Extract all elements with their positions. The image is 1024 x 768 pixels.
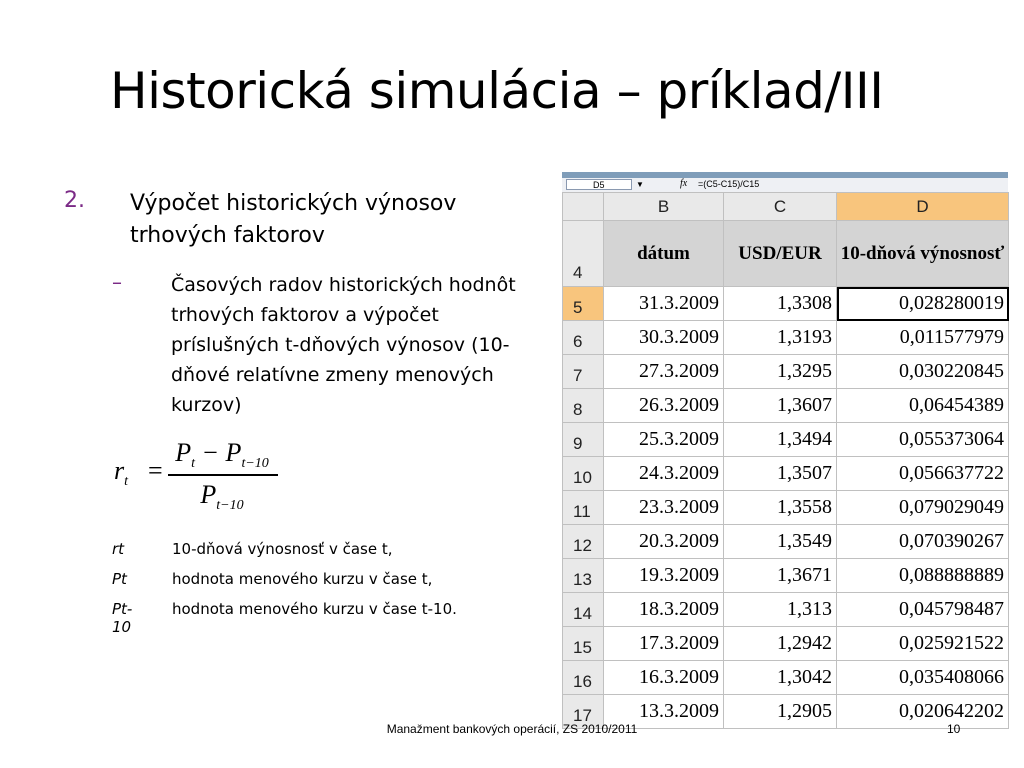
row-header[interactable]: 17 [563,695,604,729]
fx-icon[interactable]: fx [680,178,688,189]
return-cell[interactable]: 0,030220845 [837,355,1009,389]
formula-text[interactable]: =(C5-C15)/C15 [698,179,760,189]
name-box[interactable]: D5 [566,179,632,190]
rate-cell[interactable]: 1,3295 [724,355,837,389]
return-cell[interactable]: 0,011577979 [837,321,1009,355]
rate-cell[interactable]: 1,3308 [724,287,837,321]
header-cell-date[interactable]: dátum [604,221,724,287]
column-header-selected[interactable]: D [837,193,1009,221]
fraction-bar [168,474,278,476]
formula-denominator: $P_{t-10}$ [200,480,244,514]
row-header[interactable]: 12 [563,525,604,559]
header-cell-rate[interactable]: USD/EUR [724,221,837,287]
date-cell[interactable]: 24.3.2009 [604,457,724,491]
date-cell[interactable]: 26.3.2009 [604,389,724,423]
column-header[interactable]: C [724,193,837,221]
table-row [563,559,1009,593]
return-cell[interactable]: 0,070390267 [837,525,1009,559]
column-header-row [563,193,1009,221]
table-row [563,287,1009,321]
formula-equals: = [148,456,163,485]
table-row [563,627,1009,661]
corner-cell[interactable] [563,193,604,221]
return-cell[interactable]: 0,056637722 [837,457,1009,491]
return-cell[interactable]: 0,06454389 [837,389,1009,423]
rate-cell[interactable]: 1,313 [724,593,837,627]
bullet-number: 2. [64,188,85,213]
table-row [563,423,1009,457]
rate-cell[interactable]: 1,3549 [724,525,837,559]
footer-text: Manažment bankových operácií, ZS 2010/2011 [386,722,638,736]
definition-symbol: Pt-10 [112,600,133,636]
row-header[interactable]: 14 [563,593,604,627]
rate-cell[interactable]: 1,3494 [724,423,837,457]
formula-bar [562,178,1008,193]
table-row [563,321,1009,355]
date-cell[interactable]: 20.3.2009 [604,525,724,559]
header-cell-return[interactable]: 10-dňová výnosnosť [837,221,1009,287]
formula-numerator: $P_t - P_{t-10}$ [175,438,269,472]
rate-cell[interactable]: 1,3558 [724,491,837,525]
return-cell[interactable]: 0,079029049 [837,491,1009,525]
definition-text: 10-dňová výnosnosť v čase t, [172,540,393,558]
rate-cell[interactable]: 1,2905 [724,695,837,729]
definition-symbol: rt [112,540,125,558]
date-cell[interactable]: 13.3.2009 [604,695,724,729]
row-header[interactable]: 4 [563,221,604,287]
date-cell[interactable]: 23.3.2009 [604,491,724,525]
row-header[interactable]: 9 [563,423,604,457]
row-header[interactable]: 5 [563,287,604,321]
date-cell[interactable]: 17.3.2009 [604,627,724,661]
date-cell[interactable]: 25.3.2009 [604,423,724,457]
rate-cell[interactable]: 1,2942 [724,627,837,661]
row-header[interactable]: 6 [563,321,604,355]
rate-cell[interactable]: 1,3193 [724,321,837,355]
page-number: 10 [947,722,961,736]
date-cell[interactable]: 31.3.2009 [604,287,724,321]
column-header[interactable]: B [604,193,724,221]
return-cell[interactable]: 0,045798487 [837,593,1009,627]
table-row [563,389,1009,423]
label-row [563,221,1009,287]
row-header[interactable]: 7 [563,355,604,389]
table-row [563,525,1009,559]
table-row [563,661,1009,695]
return-formula [112,438,282,522]
definition-text: hodnota menového kurzu v čase t, [172,570,433,588]
sub-bullet-dash: – [112,270,122,294]
definition-symbol: Pt [112,570,127,588]
return-cell[interactable]: 0,020642202 [837,695,1009,729]
spreadsheet-grid [562,192,1009,729]
rate-cell[interactable]: 1,3607 [724,389,837,423]
sub-bullet-text: Časových radov historických hodnôt trhových faktorov a výpočet príslušných t-dňových výnosov (10-dňové relatívne zmeny menových kurzov) [171,274,516,416]
formula-lhs: $r_t$ [114,456,129,490]
date-cell[interactable]: 16.3.2009 [604,661,724,695]
return-cell[interactable]: 0,055373064 [837,423,1009,457]
return-cell[interactable]: 0,025921522 [837,627,1009,661]
rate-cell[interactable]: 1,3671 [724,559,837,593]
row-header[interactable]: 11 [563,491,604,525]
row-header[interactable]: 8 [563,389,604,423]
row-header[interactable]: 10 [563,457,604,491]
table-row [563,355,1009,389]
definition-text: hodnota menového kurzu v čase t-10. [172,600,457,618]
return-cell[interactable]: 0,088888889 [837,559,1009,593]
slide-title: Historická simulácia – príklad/III [110,62,884,120]
data-rows [563,287,1009,729]
active-return-cell[interactable]: 0,028280019 [837,287,1009,321]
spreadsheet-screenshot [562,172,1008,725]
rate-cell[interactable]: 1,3507 [724,457,837,491]
row-header[interactable]: 15 [563,627,604,661]
date-cell[interactable]: 19.3.2009 [604,559,724,593]
table-row [563,593,1009,627]
table-row [563,457,1009,491]
return-cell[interactable]: 0,035408066 [837,661,1009,695]
date-cell[interactable]: 18.3.2009 [604,593,724,627]
table-row [563,491,1009,525]
dropdown-arrow-icon[interactable]: ▼ [636,180,644,189]
date-cell[interactable]: 27.3.2009 [604,355,724,389]
row-header[interactable]: 13 [563,559,604,593]
date-cell[interactable]: 30.3.2009 [604,321,724,355]
bullet-text: Výpočet historických výnosov trhových faktorov [130,191,457,248]
rate-cell[interactable]: 1,3042 [724,661,837,695]
row-header[interactable]: 16 [563,661,604,695]
